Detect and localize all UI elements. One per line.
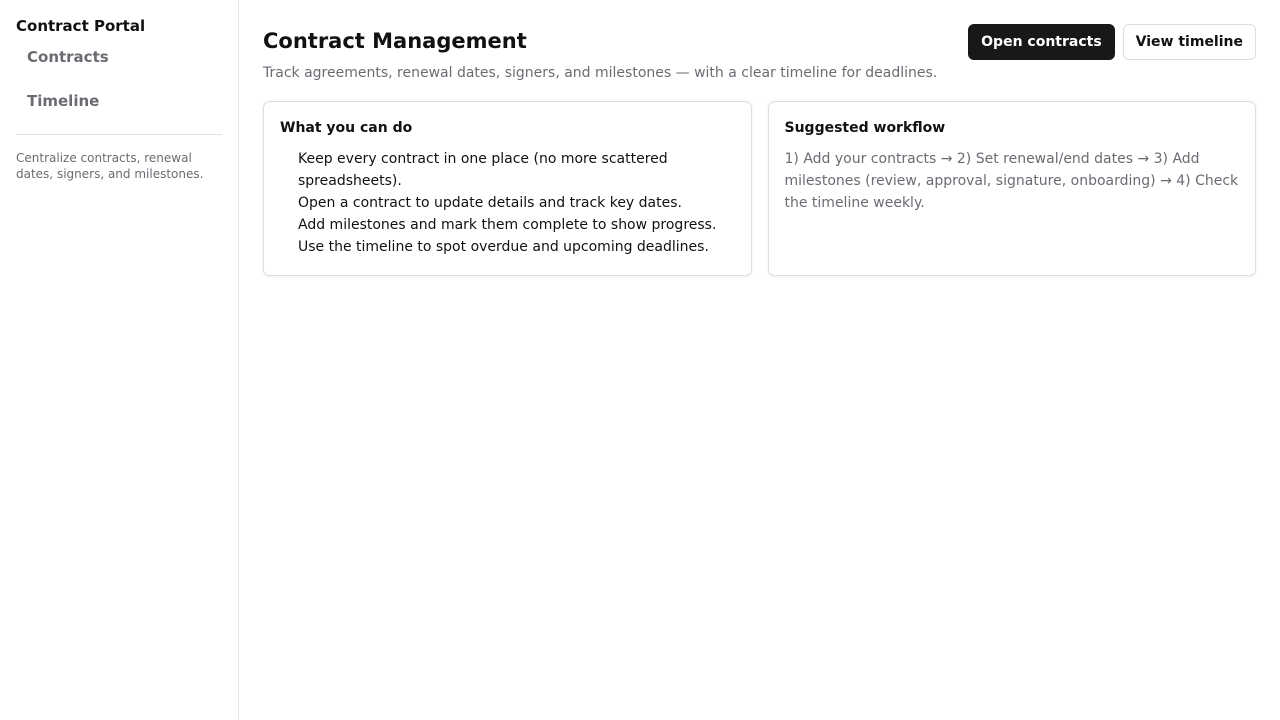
list-item: Use the timeline to spot overdue and upcoming deadlines. <box>298 239 709 255</box>
main-content <box>239 0 1280 720</box>
sidebar <box>0 0 239 720</box>
header-actions <box>968 24 1256 60</box>
workflow-text: 1) Add your contracts → 2) Set renewal/end dates → 3) Add milestones (review, approval, signature, onboarding) → 4) Check the timeline weekly. <box>784 151 1239 211</box>
view-timeline-button[interactable]: View timeline <box>1123 24 1256 60</box>
open-contracts-button[interactable]: Open contracts <box>968 24 1115 60</box>
list-item: Add milestones and mark them complete to show progress. <box>298 217 717 233</box>
sidebar-item-contracts[interactable] <box>16 46 222 90</box>
workflow-card <box>768 101 1257 276</box>
capabilities-list <box>280 148 735 258</box>
card-title: Suggested workflow <box>784 120 946 136</box>
list-item: Open a contract to update details and track key dates. <box>298 195 682 211</box>
page-header <box>263 24 1256 83</box>
header-text <box>263 24 937 83</box>
card-title: What you can do <box>280 120 413 136</box>
list-item: Keep every contract in one place (no more scattered spreadsheets). <box>298 151 668 189</box>
page-title: Contract Management <box>263 29 527 53</box>
sidebar-item-label: Timeline <box>27 92 100 110</box>
sidebar-item-label: Contracts <box>27 48 109 66</box>
sidebar-description: Centralize contracts, renewal dates, signers, and milestones. <box>16 151 204 181</box>
page-subtitle: Track agreements, renewal dates, signers, and milestones — with a clear timeline for deadlines. <box>263 65 938 81</box>
sidebar-divider <box>16 134 222 135</box>
sidebar-item-timeline[interactable] <box>16 90 222 134</box>
capabilities-card <box>263 101 752 276</box>
brand-title: Contract Portal <box>16 17 146 35</box>
card-row <box>263 101 1256 276</box>
